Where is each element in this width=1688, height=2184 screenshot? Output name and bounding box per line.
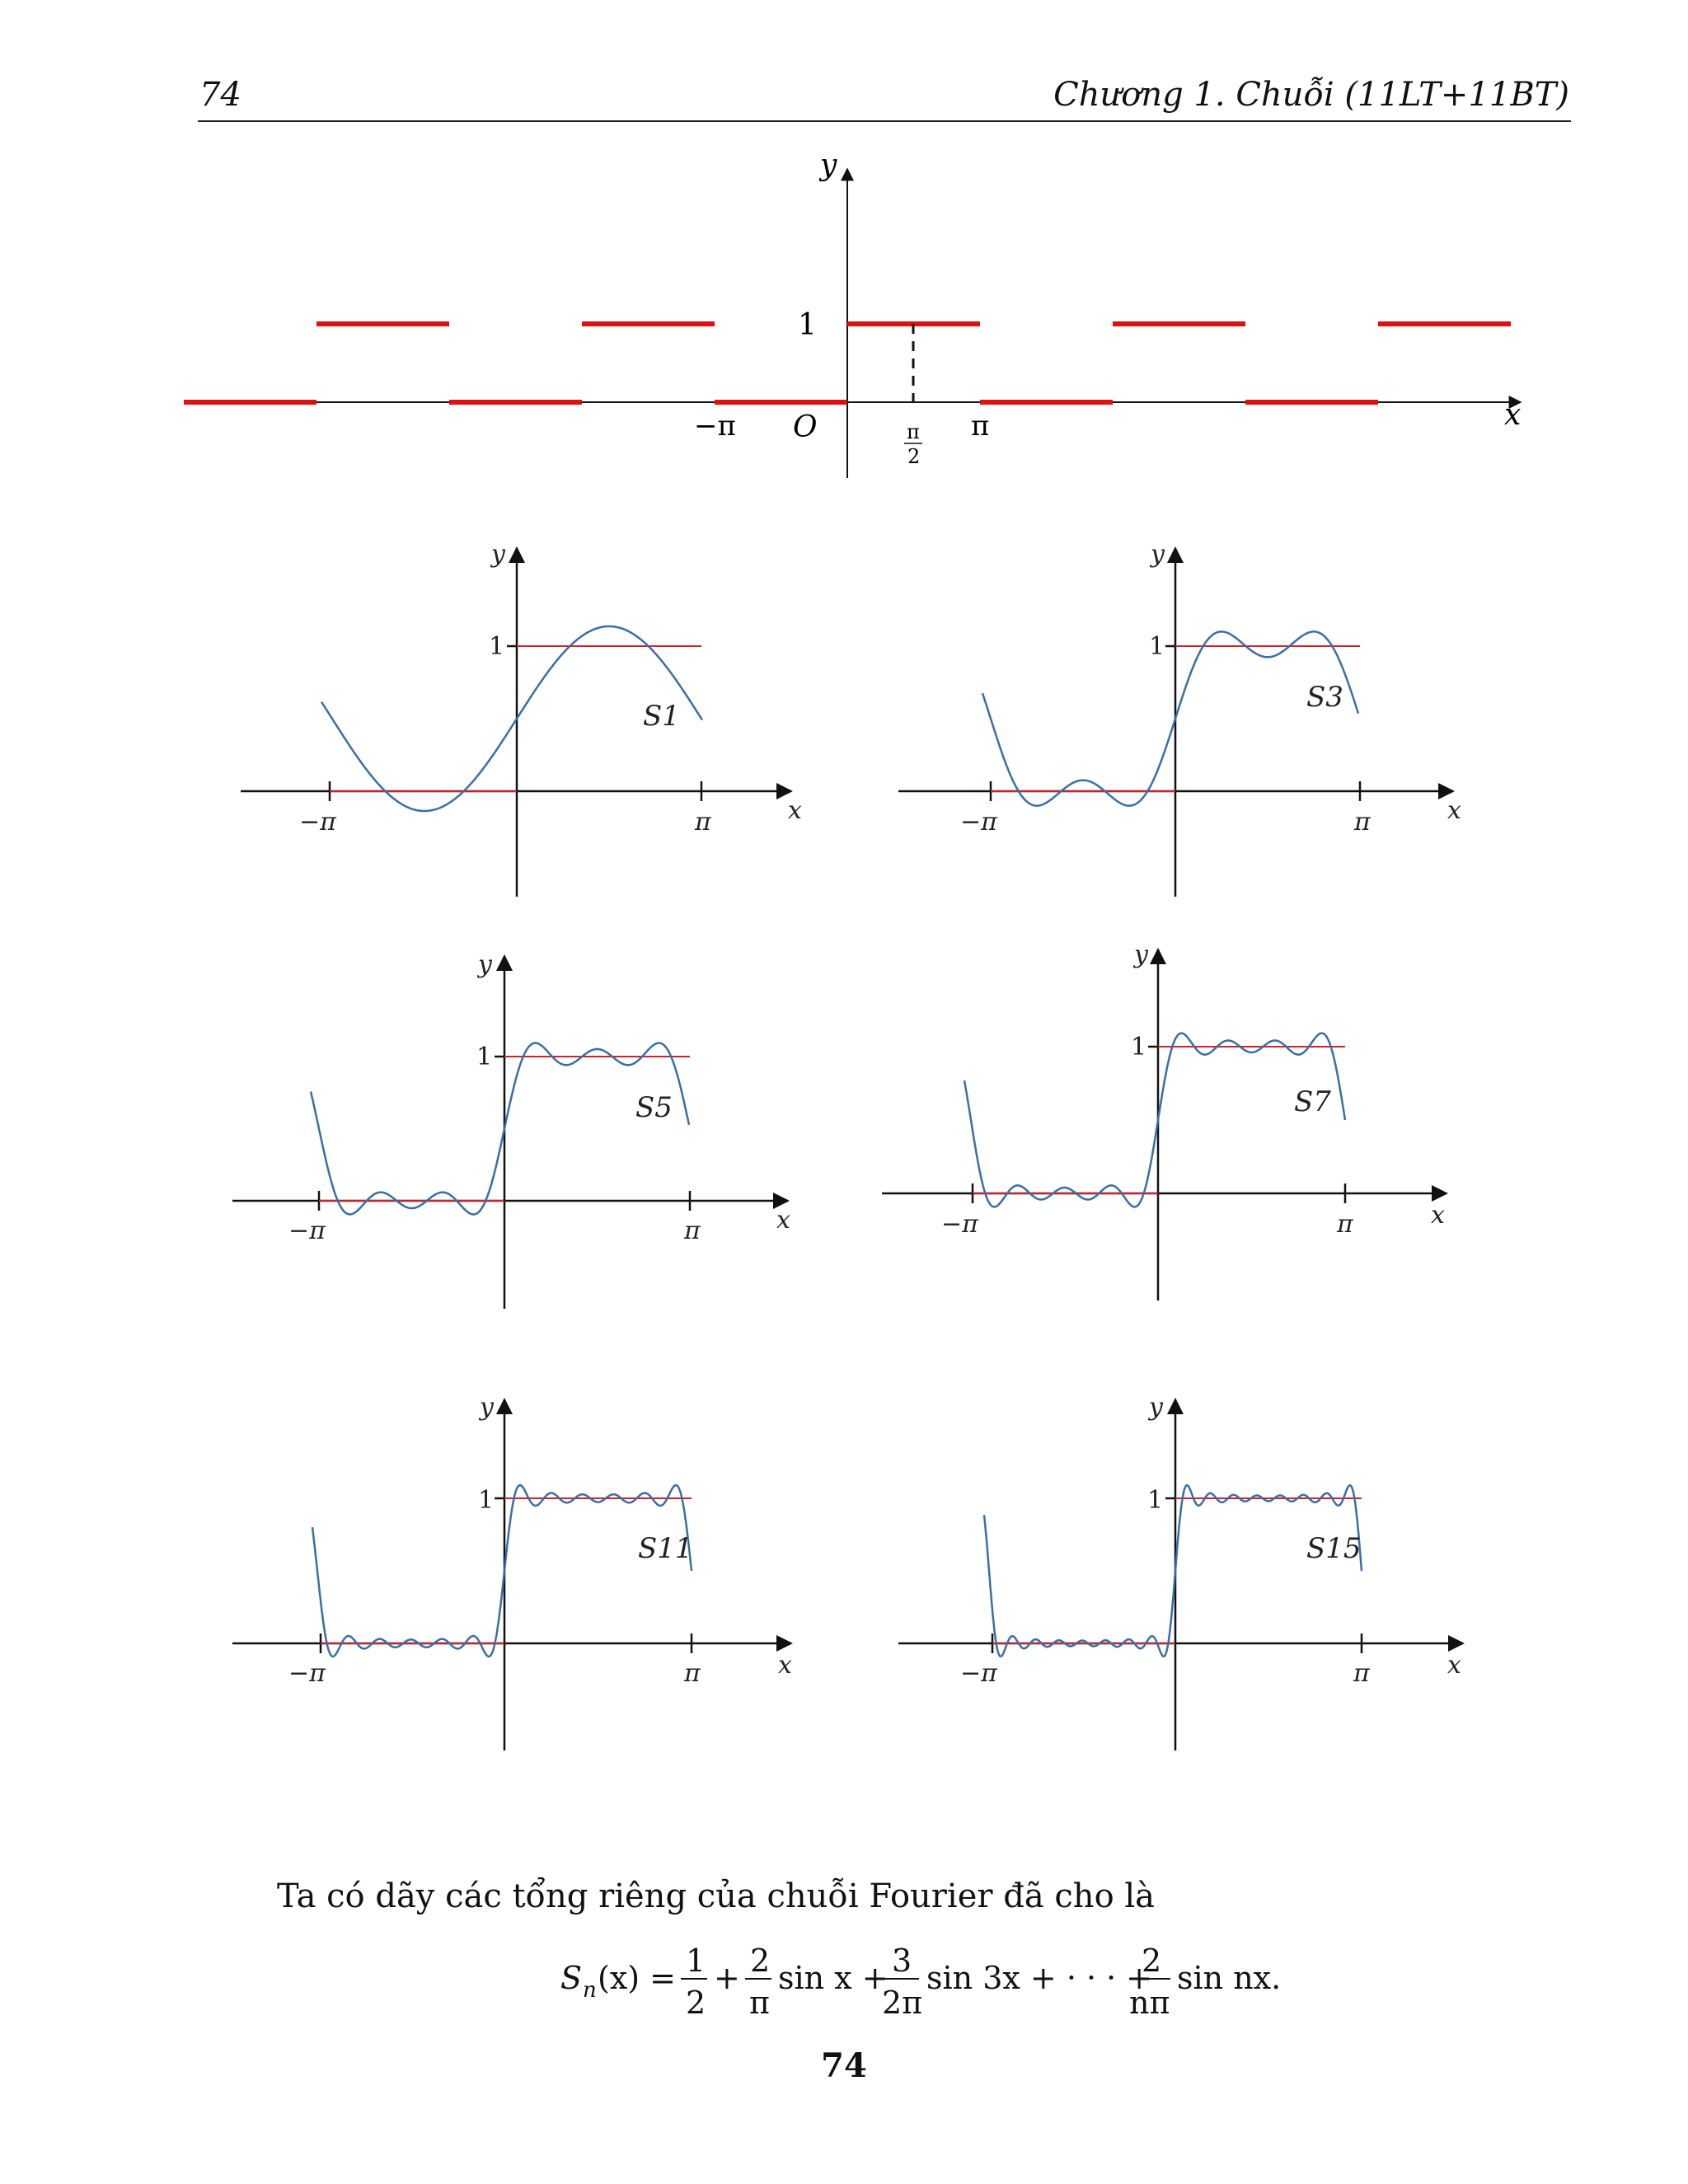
formula-t4: sin nx. xyxy=(1177,1960,1282,1996)
square-wave-one-label: 1 xyxy=(798,308,817,342)
panel-s15-y-tick: 1 xyxy=(1147,1486,1164,1515)
half-pi-numerator: π xyxy=(907,420,920,443)
panel-s1 xyxy=(241,540,802,897)
panel-s1-x-label: x xyxy=(788,796,802,825)
formula-f3-den: 2π xyxy=(882,1985,923,2021)
panel-s3-y-label: y xyxy=(1151,540,1165,569)
formula-plus1: + xyxy=(714,1960,740,1996)
panel-s3-neg-pi: −π xyxy=(960,808,997,837)
panel-s3-x-label: x xyxy=(1447,796,1461,825)
header-chapter-title: Chương 1. Chuỗi (11LT+11BT) xyxy=(1053,76,1569,114)
panel-s15-x-label: x xyxy=(1447,1651,1461,1680)
panel-s11 xyxy=(232,1393,792,1750)
panel-s11-x-label: x xyxy=(778,1651,792,1680)
square-wave-origin-label: O xyxy=(793,410,818,444)
panel-s1-title: S1 xyxy=(643,700,680,733)
panel-s7 xyxy=(882,940,1447,1301)
footer-page-number: 74 xyxy=(821,2046,867,2085)
panel-s1-neg-pi: −π xyxy=(299,808,336,837)
panel-s15-y-label: y xyxy=(1149,1393,1163,1422)
formula-f3-num: 3 xyxy=(892,1943,912,1979)
square-wave-neg-pi-label: −π xyxy=(694,410,736,443)
panel-s15-pi: π xyxy=(1353,1659,1370,1688)
panel-s1-marks xyxy=(241,548,791,897)
formula-f1-num: 1 xyxy=(686,1943,706,1979)
panel-s15-neg-pi: −π xyxy=(960,1659,997,1688)
panel-s15 xyxy=(898,1393,1463,1750)
panel-s1-y-label: y xyxy=(491,540,505,569)
panel-s5-neg-pi: −π xyxy=(288,1216,326,1245)
panel-s11-marks xyxy=(232,1399,791,1750)
panel-s5 xyxy=(232,950,790,1309)
panel-s7-x-label: x xyxy=(1431,1201,1445,1230)
panel-s5-x-label: x xyxy=(776,1206,790,1235)
panel-s11-pi: π xyxy=(684,1659,701,1688)
panel-s3-y-tick: 1 xyxy=(1149,632,1165,661)
formula-f4-den: nπ xyxy=(1129,1985,1170,2021)
formula-lhs: S xyxy=(560,1960,583,1996)
panel-s5-title: S5 xyxy=(635,1091,673,1124)
panel-s15-marks xyxy=(898,1399,1463,1750)
square-wave-y-label: y xyxy=(820,148,837,182)
formula-f1-den: 2 xyxy=(686,1985,706,2021)
panel-s5-y-label: y xyxy=(478,950,492,979)
panel-s11-curve xyxy=(312,1485,692,1657)
panel-s3-curve xyxy=(982,631,1358,805)
formula-f2-num: 2 xyxy=(750,1943,771,1979)
formula-f4-num: 2 xyxy=(1142,1943,1162,1979)
panel-s15-curve xyxy=(984,1485,1362,1657)
panel-s7-neg-pi: −π xyxy=(941,1210,978,1239)
panel-s7-marks xyxy=(882,949,1447,1301)
panel-s3-marks xyxy=(898,548,1453,897)
panel-s3-title: S3 xyxy=(1306,681,1343,714)
panel-s15-title: S15 xyxy=(1306,1532,1362,1565)
panel-s5-y-tick: 1 xyxy=(476,1043,493,1071)
formula-lhs-arg: (x) = xyxy=(598,1960,676,1996)
square-wave-pi-label: π xyxy=(971,410,990,443)
panel-s5-curve xyxy=(311,1043,689,1215)
half-pi-denominator: 2 xyxy=(907,445,921,468)
intro-text: Ta có dãy các tổng riêng của chuỗi Fourier đã cho là xyxy=(277,1877,1155,1915)
panel-s11-title: S11 xyxy=(638,1532,693,1565)
panel-s11-y-label: y xyxy=(480,1393,494,1422)
panel-s7-y-tick: 1 xyxy=(1131,1033,1147,1062)
formula-t3: sin 3x + · · · + xyxy=(926,1960,1153,1996)
panel-s7-title: S7 xyxy=(1294,1085,1331,1118)
panel-s5-pi: π xyxy=(684,1216,701,1245)
formula-t2: sin x + xyxy=(778,1960,889,1996)
panel-s3-pi: π xyxy=(1354,808,1371,837)
panel-s7-curve xyxy=(964,1033,1345,1207)
panel-s3 xyxy=(898,540,1461,897)
square-wave-figure xyxy=(184,148,1521,478)
panel-s11-y-tick: 1 xyxy=(478,1486,495,1515)
formula-lhs-sub: n xyxy=(583,1978,597,2003)
panel-s1-pi: π xyxy=(695,808,711,837)
panel-s7-pi: π xyxy=(1337,1210,1353,1239)
formula-f2-den: π xyxy=(749,1985,770,2021)
panel-s11-neg-pi: −π xyxy=(288,1659,326,1688)
partial-sum-formula xyxy=(0,1937,1688,2027)
header-page-number: 74 xyxy=(199,76,241,114)
panel-s5-marks xyxy=(232,956,788,1309)
square-wave-x-label: x xyxy=(1504,398,1522,432)
panel-s1-y-tick: 1 xyxy=(489,632,505,661)
panel-s7-y-label: y xyxy=(1134,940,1148,969)
